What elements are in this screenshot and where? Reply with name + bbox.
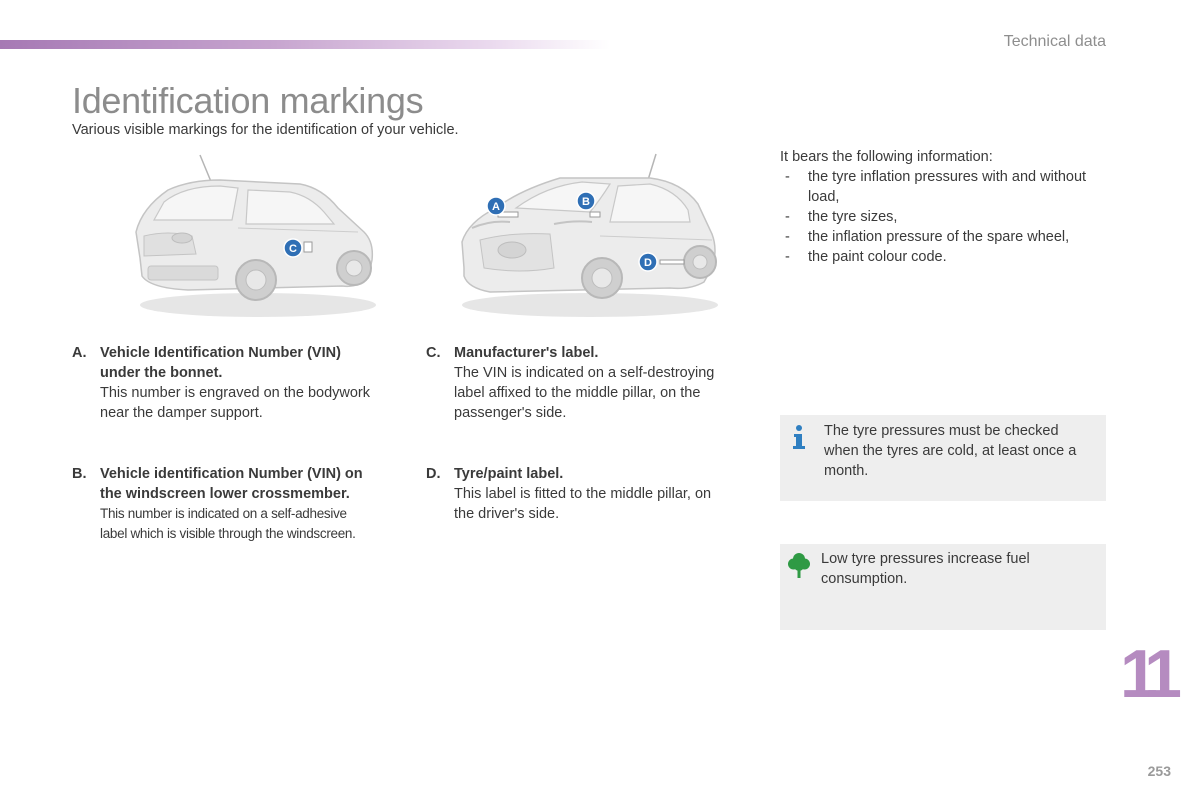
entry-d: [426, 464, 746, 524]
fuel-consumption-note: [780, 544, 1106, 630]
marker-a-label: A: [492, 201, 500, 213]
tyre-check-note: [780, 415, 1106, 501]
intro-text: Various visible markings for the identification of your vehicle.: [72, 122, 459, 138]
entry-b: [72, 464, 402, 544]
info-list-lead: It bears the following information:: [780, 149, 993, 165]
entry-a-text-line-1: This number is engraved on the bodywork: [100, 385, 371, 401]
marker-d-label: D: [644, 257, 652, 269]
marker-b-label: B: [582, 196, 590, 208]
entry-b-heading-line-2: the windscreen lower crossmember.: [100, 486, 350, 502]
entry-c-heading: Manufacturer's label.: [454, 345, 599, 361]
page-title: Identification markings: [72, 80, 424, 121]
section-name: Technical data: [1003, 33, 1106, 50]
entry-b-text-line-1: This number is indicated on a self-adhesive: [100, 506, 347, 521]
car-rear-illustration: [128, 150, 383, 320]
entry-c: [426, 343, 746, 423]
entry-a-heading-line-2: under the bonnet.: [100, 365, 223, 381]
entry-c-letter: C.: [426, 345, 441, 361]
leaf-icon: [788, 552, 810, 578]
entry-d-heading: Tyre/paint label.: [454, 466, 564, 482]
entry-a-letter: A.: [72, 345, 87, 361]
car-front-illustration: [450, 150, 725, 320]
page-number: 253: [1147, 763, 1171, 779]
entry-a-heading-line-1: Vehicle Identification Number (VIN): [100, 345, 341, 361]
tyre-check-note-text: The tyre pressures must be checked when the tyres are cold, at least once a month.: [824, 423, 1077, 479]
entry-d-text-line-2: the driver's side.: [454, 506, 560, 522]
fuel-consumption-note-text: Low tyre pressures increase fuel consumption.: [821, 551, 1030, 587]
entry-a: [72, 343, 402, 423]
marker-c-label: C: [289, 243, 297, 255]
label-info-list: [780, 147, 1120, 267]
entry-c-text-line-3: passenger's side.: [454, 405, 567, 421]
header-accent-bar: [0, 40, 610, 49]
entry-b-letter: B.: [72, 466, 87, 482]
entry-b-text-line-2: label which is visible through the windscreen.: [100, 526, 356, 541]
entry-d-text-line-1: This label is fitted to the middle pillar, on: [454, 486, 712, 502]
info-list-item: - the paint colour code.: [780, 247, 1120, 267]
info-list-item: - the inflation pressure of the spare wheel,: [780, 227, 1120, 247]
info-icon: [790, 424, 808, 450]
entry-a-text-line-2: near the damper support.: [100, 405, 263, 421]
entry-d-letter: D.: [426, 466, 441, 482]
info-list-item: - the tyre inflation pressures with and without load,: [780, 167, 1120, 207]
entry-c-text-line-2: label affixed to the middle pillar, on the: [454, 385, 701, 401]
info-list-item: - the tyre sizes,: [780, 207, 1120, 227]
entry-b-heading-line-1: Vehicle identification Number (VIN) on: [100, 466, 363, 482]
entry-c-text-line-1: The VIN is indicated on a self-destroying: [454, 365, 715, 381]
chapter-number: 11: [1120, 636, 1172, 712]
